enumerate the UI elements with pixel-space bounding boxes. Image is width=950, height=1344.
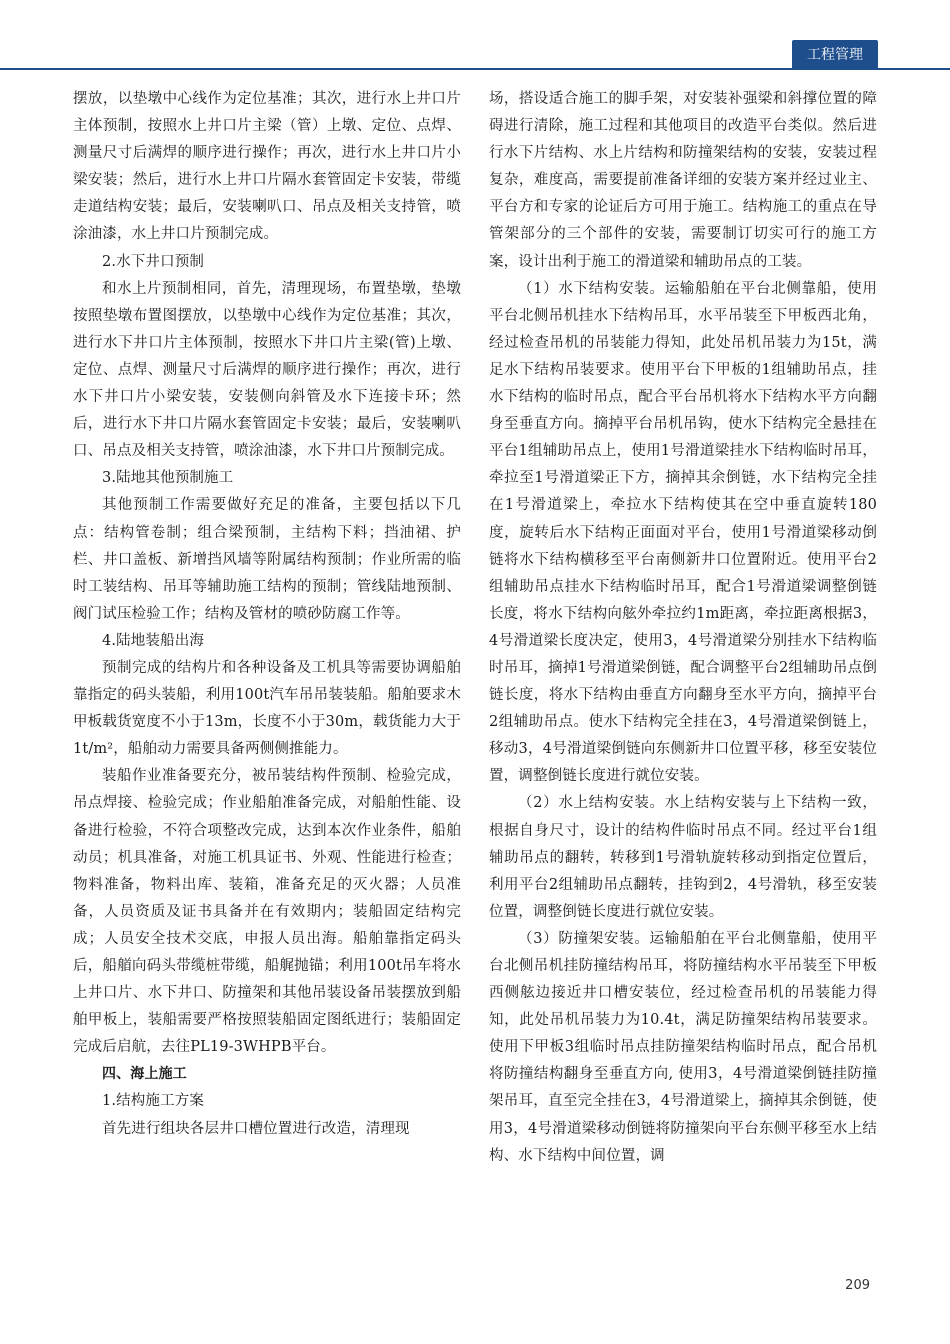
right-column	[489, 86, 877, 1170]
subsection-heading: 1.结构施工方案	[102, 1093, 205, 1110]
subsection-heading: 2.水下井口预制	[102, 253, 205, 270]
paragraph: 其他预制工作需要做好充足的准备，主要包括以下几点：结构管卷制；组合梁预制，主结构下料；挡油裙、护栏、井口盖板、新增挡风墙等附属结构预制；作业所需的临时工装结构、吊耳等辅助施工结构的预制；管线陆地预制、阀门试压检验工作；结构及管材的喷砂防腐工作等。	[73, 497, 461, 622]
paragraph: 装船作业准备要充分，被吊装结构件预制、检验完成，吊点焊接、检验完成；作业船舶准备完成，对船舶性能、设备进行检验，不符合项整改完成，达到本次作业条件，船舶动员；机具准备，对施工机具证书、外观、性能进行检查；物料准备，物料出库、装箱，准备充足的灭火器；人员准备，人员资质及证书具备并在有效期内；装船固定结构完成；人员安全技术交底，申报人员出海。船舶靠指定码头后，船艏向码头带缆桩带缆，船艉抛锚；利用100t吊车将水上井口片、水下井口、防撞架和其他吊装设备吊装摆放到船舶甲板上，装船需要严格按照装船固定图纸进行；装船固定完成后启航，去往PL19-3WHPB平台。	[73, 768, 461, 1056]
paragraph: 摆放，以垫墩中心线作为定位基准；其次，进行水上井口片主体预制，按照水上井口片主梁（管）上墩、定位、点焊、测量尺寸后满焊的顺序进行操作；再次，进行水上井口片小梁安装；然后，进行水上井口片隔水套管固定卡安装，带缆走道结构安装；最后，安装喇叭口、吊点及相关支持管，喷涂油漆，水上井口片预制完成。	[73, 91, 461, 243]
section-heading: 四、海上施工	[102, 1066, 187, 1083]
paragraph: 场，搭设适合施工的脚手架，对安装补强梁和斜撑位置的障碍进行清除，施工过程和其他项目的改造平台类似。然后进行水下片结构、水上片结构和防撞架结构的安装，安装过程复杂，难度高，需要提前准备详细的安装方案并经过业主、平台方和专家的论证后方可用于施工。结构施工的重点在导管架部分的三个部件的安装，需要制订切实可行的施工方案，设计出利于施工的滑道梁和辅助吊点的工装。	[489, 91, 877, 270]
paragraph: 预制完成的结构片和各种设备及工机具等需要协调船舶靠指定的码头装船，利用100t汽车吊吊装装船。船舶要求木甲板载货宽度不小于13m，长度不小于30m，载货能力大于1t/m²，船舶动力需要具备两侧侧推能力。	[73, 659, 461, 758]
subsection-heading: 3.陆地其他预制施工	[102, 470, 234, 487]
paragraph: 和水上片预制相同，首先，清理现场，布置垫墩，垫墩按照垫墩布置图摆放，以垫墩中心线作为定位基准；其次，进行水下井口片主体预制，按照水下井口片主梁(管)上墩、定位、点焊、测量尺寸后满焊的顺序进行操作；再次，进行水下井口片小梁安装，安装侧向斜管及水下连接卡环；然后，进行水下井口片隔水套管固定卡安装；最后，安装喇叭口、吊点及相关支持管，喷涂油漆，水下井口片预制完成。	[73, 280, 461, 460]
section-tab: 工程管理	[792, 40, 878, 70]
paragraph: （1）水下结构安装。运输船舶在平台北侧靠船，使用平台北侧吊机挂水下结构吊耳，水平吊装至下甲板西北角，经过检查吊机的吊装能力得知，此处吊机吊装力为15t，满足水下结构吊装要求。使用平台下甲板的1组辅助吊点，挂水下结构的临时吊点，配合平台吊机将水下结构水平方向翻身至垂直方向。摘掉平台吊机吊钩，使水下结构完全悬挂在平台1组辅助吊点上，使用1号滑道梁挂水下结构临时吊耳，牵拉至1号滑道梁正下方，摘掉其余倒链，水下结构完全挂在1号滑道梁上，牵拉水下结构使其在空中垂直旋转180度，旋转后水下结构正面面对平台，使用1号滑道梁移动倒链将水下结构横移至平台南侧新井口位置附近。使用平台2组辅助吊点挂水下结构临时吊耳，配合1号滑道梁调整倒链长度，将水下结构向舷外牵拉约1m距离，牵拉距离根据3，4号滑道梁长度决定，使用3，4号滑道梁分别挂水下结构临时吊耳，摘掉1号滑道梁倒链，配合调整平台2组辅助吊点倒链长度，将水下结构由垂直方向翻身至水平方向，摘掉平台2组辅助吊点。使水下结构完全挂在3，4号滑道梁倒链上，移动3，4号滑道梁倒链向东侧新井口位置平移，移至安装位置，调整倒链长度进行就位安装。	[489, 280, 877, 785]
paragraph: （2）水上结构安装。水上结构安装与上下结构一致，根据自身尺寸，设计的结构件临时吊点不同。经过平台1组辅助吊点的翻转，转移到1号滑轨旋转移动到指定位置后，利用平台2组辅助吊点翻转，挂钩到2，4号滑轨，移至安装位置，调整倒链长度进行就位安装。	[489, 795, 877, 920]
paragraph: （3）防撞架安装。运输船舶在平台北侧靠船，使用平台北侧吊机挂防撞结构吊耳，将防撞结构水平吊装至下甲板西侧舷边接近井口槽安装位，经过检查吊机的吊装能力得知，此处吊机吊装力为10.4t，满足防撞架结构吊装要求。使用下甲板3组临时吊点挂防撞架结构临时吊点，配合吊机将防撞结构翻身至垂直方向, 使用3，4号滑道梁倒链挂防撞架吊耳，直至完全挂在3，4号滑道梁上，摘掉其余倒链，使用3，4号滑道梁移动倒链将防撞架向平台东侧平移至水上结构、水下结构中间位置，调	[489, 930, 877, 1164]
page-number: 209	[845, 1278, 870, 1293]
left-column	[73, 86, 461, 1143]
subsection-heading: 4.陆地装船出海	[102, 632, 205, 649]
paragraph: 首先进行组块各层井口槽位置进行改造，清理现	[102, 1120, 410, 1137]
